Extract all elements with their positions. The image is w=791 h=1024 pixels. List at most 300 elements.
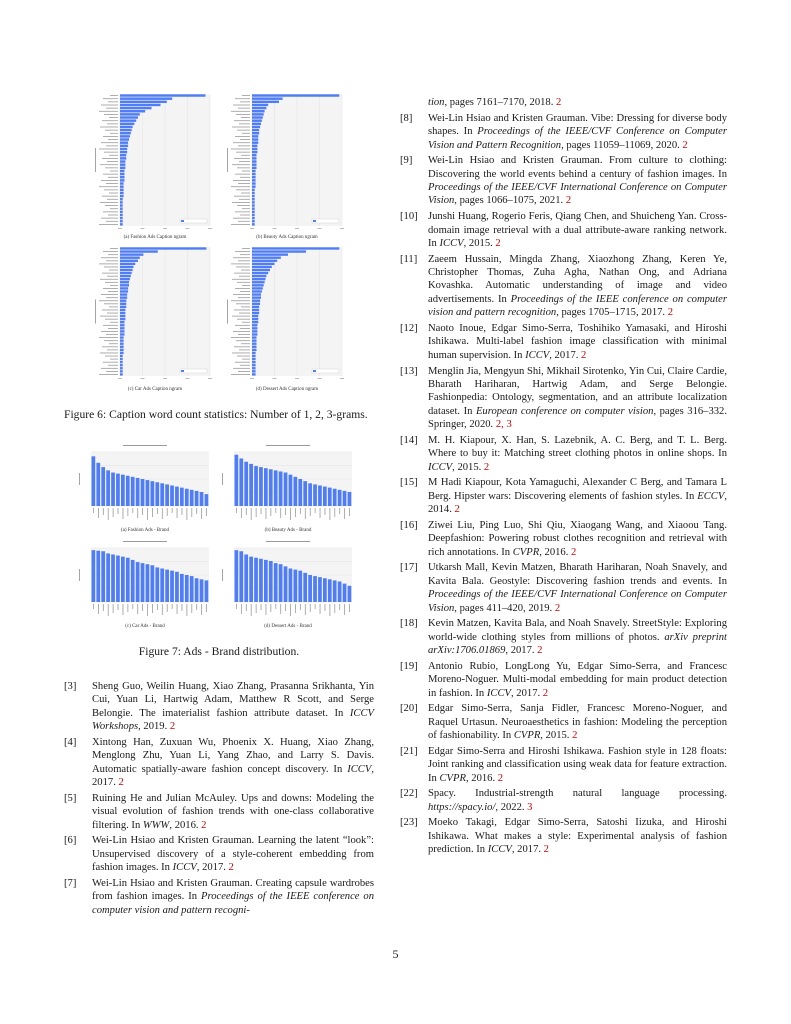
citation-link[interactable]: 2: [497, 772, 504, 784]
reference-number: [21]: [400, 745, 418, 757]
category-label: [206, 604, 207, 612]
bar: [252, 278, 266, 280]
category-label: [123, 508, 124, 519]
bar: [120, 97, 172, 99]
category-label: [236, 267, 250, 268]
reference-number: [20]: [400, 703, 418, 715]
bar-chart-dessert-brand: [218, 538, 358, 624]
bar-chart-fashion-brand: [75, 442, 215, 528]
bar: [252, 195, 255, 197]
category-label: [172, 508, 173, 513]
category-label: [290, 508, 291, 520]
bar: [235, 455, 239, 506]
category-label: [280, 508, 281, 518]
category-label: [325, 604, 326, 611]
bar: [120, 260, 138, 262]
reference-number: [22]: [400, 788, 418, 800]
bar: [252, 141, 258, 143]
citation-link[interactable]: 2: [543, 844, 549, 856]
bar: [252, 343, 257, 345]
reference-text: Ziwei Liu, Ping Luo, Shi Qiu, Xiaogang Wang, and Xiaoou Tang. Deepfashion: Powering robust clothes recognition and retrieval with rich annotations. In CVPR, 2016. 2: [428, 519, 727, 558]
category-label: [246, 508, 247, 515]
category-label: [191, 508, 192, 517]
category-label: [242, 171, 250, 172]
category-label: [232, 202, 250, 203]
bar: [252, 211, 255, 213]
category-label: [99, 186, 118, 187]
category-label: [109, 193, 118, 194]
citation-link[interactable]: 2: [556, 97, 562, 108]
category-label: [234, 273, 250, 274]
category-label: [233, 331, 250, 332]
category-label: [100, 353, 118, 354]
category-label: [241, 343, 250, 344]
axis-label: [227, 300, 228, 324]
category-label: [233, 368, 250, 369]
bar: [239, 458, 243, 506]
bar: [120, 349, 124, 351]
citation-link[interactable]: 2: [667, 307, 674, 319]
category-label: [237, 282, 250, 283]
bar: [252, 201, 255, 203]
category-label: [107, 199, 118, 200]
category-label: [236, 604, 237, 609]
category-label: [235, 288, 250, 289]
bar: [116, 474, 120, 506]
category-label: [242, 285, 250, 286]
bar: [244, 462, 248, 506]
citation-link[interactable]: 2: [571, 546, 577, 558]
bar: [120, 160, 125, 162]
bar: [252, 355, 256, 357]
bar: [120, 321, 125, 323]
bar: [252, 247, 339, 249]
bar: [96, 551, 100, 602]
bar: [348, 492, 352, 506]
citation-link[interactable]: 2: [201, 819, 207, 831]
category-label: [103, 136, 118, 137]
category-label: [106, 260, 118, 261]
bar: [96, 463, 100, 506]
category-label: [103, 98, 118, 99]
category-label: [240, 365, 250, 366]
reference-entry: [400, 322, 727, 362]
category-label: [167, 508, 168, 516]
citation-link[interactable]: 3: [527, 801, 533, 813]
subfigure-caption: (d) Dessert Ads Caption ngram: [255, 387, 319, 392]
category-label: [237, 167, 250, 168]
category-label: [137, 604, 138, 614]
bar: [252, 207, 255, 209]
citation-link[interactable]: 2: [537, 645, 543, 657]
bar: [120, 346, 124, 348]
category-label: [106, 145, 118, 146]
category-label: [182, 508, 183, 515]
category-label: [232, 353, 250, 354]
category-label: [238, 108, 250, 109]
category-label: [108, 254, 118, 255]
citation-link[interactable]: 2: [228, 862, 234, 874]
category-label: [251, 604, 252, 616]
bar: [252, 192, 255, 194]
bar: [252, 173, 256, 175]
category-label: [300, 508, 301, 514]
category-label: [109, 270, 118, 271]
bar: [252, 275, 266, 277]
bar: [120, 182, 124, 184]
category-label: [241, 193, 250, 194]
bar: [116, 556, 120, 602]
category-label: [305, 604, 306, 615]
category-label: [172, 604, 173, 609]
bar: [348, 586, 352, 602]
category-label: [100, 127, 118, 128]
bar: [252, 148, 257, 150]
citation-link[interactable]: 2: [542, 687, 549, 699]
category-label: [241, 306, 250, 307]
bar: [195, 578, 199, 602]
category-label: [239, 313, 250, 314]
bar: [106, 470, 110, 506]
category-label: [107, 313, 118, 314]
category-label: [239, 123, 250, 124]
bar: [155, 567, 159, 602]
bar: [343, 491, 347, 506]
bar: [146, 480, 150, 506]
bar: [120, 101, 167, 103]
reference-entry: [400, 112, 727, 152]
reference-number: [13]: [400, 365, 418, 377]
category-label: [157, 508, 158, 514]
category-label: [236, 152, 250, 153]
reference-number: [3]: [64, 681, 77, 692]
category-label: [132, 508, 133, 513]
bar: [120, 296, 127, 298]
bar: [120, 306, 126, 308]
category-label: [235, 98, 250, 99]
category-label: [101, 294, 118, 295]
category-label: [101, 368, 118, 369]
category-label: [236, 340, 250, 341]
bar: [170, 571, 174, 602]
bar: [120, 367, 123, 369]
category-label: [102, 158, 118, 159]
reference-text: Wei-Lin Hsiao and Kristen Grauman. From culture to clothing: Discovering the world events behind a century of fashion images. In Proceedings of the IEEE/CVF International Conference on Computer Vision, pages 1066–1075, 2021. 2: [428, 155, 727, 207]
bar: [180, 574, 184, 602]
category-label: [108, 291, 118, 292]
category-label: [236, 189, 250, 190]
reference-entry: [400, 253, 727, 320]
category-label: [241, 270, 250, 271]
category-label: [104, 267, 118, 268]
bar: [252, 204, 255, 206]
category-label: [108, 328, 118, 329]
category-label: [106, 108, 118, 109]
citation-link[interactable]: 2: [565, 195, 572, 207]
category-label: [240, 177, 250, 178]
category-label: [310, 508, 311, 516]
bar: [120, 333, 125, 335]
category-label: [132, 604, 133, 609]
bar: [160, 569, 164, 602]
citation-link[interactable]: 2: [483, 461, 490, 473]
category-label: [242, 95, 250, 96]
bar: [308, 483, 312, 506]
category-label: [285, 508, 286, 515]
category-label: [102, 310, 118, 311]
bar: [252, 217, 255, 219]
citation-link[interactable]: 2: [554, 602, 561, 614]
category-label: [235, 174, 250, 175]
bar: [252, 123, 261, 125]
chart-panel: [90, 243, 220, 393]
category-label: [109, 343, 118, 344]
bar: [120, 113, 140, 115]
category-label: [233, 105, 250, 106]
category-label: [275, 604, 276, 609]
bar: [120, 151, 127, 153]
bar: [308, 575, 312, 602]
category-label: [109, 306, 118, 307]
citation-link[interactable]: 2: [682, 139, 688, 151]
bar: [120, 284, 129, 286]
category-label: [191, 604, 192, 613]
category-label: [285, 604, 286, 611]
category-label: [334, 508, 335, 517]
category-label: [246, 604, 247, 611]
bar: [120, 189, 124, 191]
reference-number: [5]: [64, 792, 77, 804]
category-label: [100, 202, 118, 203]
reference-text: Antonio Rubio, LongLong Yu, Edgar Simo-Serra, and Francesc Moreno-Noguer. Multi-modal embedding for main product detection in fashion. In ICCV, 2017. 2: [428, 660, 727, 699]
category-label: [280, 604, 281, 614]
bar: [185, 489, 189, 506]
bar: [101, 467, 105, 506]
category-label: [103, 174, 118, 175]
category-label: [236, 508, 237, 513]
category-label: [233, 142, 250, 143]
bar: [252, 160, 257, 162]
bar: [328, 579, 332, 602]
bar: [252, 119, 262, 121]
citation-link[interactable]: 2: [118, 777, 124, 789]
bar: [252, 157, 257, 159]
category-label: [295, 604, 296, 613]
reference-text: Ruining He and Julian McAuley. Ups and downs: Modeling the visual evolution of fashion trends with one-class collaborative filtering. In WWW, 2016. 2: [92, 792, 374, 831]
bar: [294, 570, 298, 602]
bar: [120, 195, 124, 197]
category-label: [147, 604, 148, 616]
category-label: [256, 604, 257, 613]
bar: [165, 570, 169, 602]
category-label: [196, 508, 197, 514]
citation-link[interactable]: 2: [495, 237, 501, 249]
category-label: [107, 123, 118, 124]
bar: [259, 559, 263, 602]
bar: [249, 557, 253, 602]
bar: [323, 578, 327, 602]
bar: [252, 170, 256, 172]
category-label: [234, 346, 250, 347]
bar: [252, 253, 288, 255]
bar: [259, 467, 263, 506]
chart-panel: [75, 442, 215, 538]
bar: [120, 312, 125, 314]
bar: [252, 163, 257, 165]
category-label: [108, 101, 118, 102]
category-label: [101, 218, 118, 219]
bar: [175, 572, 179, 602]
category-label: [261, 604, 262, 610]
bar: [298, 571, 302, 602]
reference-entry: [64, 877, 374, 917]
category-label: [235, 136, 250, 137]
reference-entry: [400, 476, 727, 516]
category-label: [237, 130, 250, 131]
bar: [120, 361, 123, 363]
bar: [252, 167, 257, 169]
bar: [205, 580, 209, 602]
category-label: [110, 171, 118, 172]
chart-panel: [90, 90, 220, 240]
citation-link[interactable]: 2: [581, 349, 587, 361]
citation-link[interactable]: 2: [454, 504, 460, 516]
bar: [131, 477, 135, 506]
category-label: [234, 310, 250, 311]
bar: [252, 198, 255, 200]
bar: [252, 126, 260, 128]
reference-entry: [400, 96, 727, 109]
bar: [252, 330, 257, 332]
category-label: [240, 215, 250, 216]
reference-entry: [400, 816, 727, 856]
bar: [141, 563, 145, 602]
reference-entry: [64, 736, 374, 790]
category-label: [310, 604, 311, 612]
category-label: [106, 221, 118, 222]
bar: [120, 336, 124, 338]
category-label: [235, 251, 250, 252]
reference-number: [23]: [400, 817, 418, 829]
category-label: [201, 604, 202, 615]
category-label: [231, 111, 250, 112]
reference-text: Wei-Lin Hsiao and Kristen Grauman. Learning the latent “look”: Unsupervised discovery of a style-coherent embedding from fashion images. In ICCV, 2017. 2: [92, 835, 374, 874]
bar: [120, 154, 126, 156]
category-label: [266, 508, 267, 519]
bar: [252, 373, 256, 375]
category-label: [329, 508, 330, 520]
category-label: [237, 205, 250, 206]
bar: [252, 324, 257, 326]
bar: [111, 554, 115, 602]
bar: [120, 119, 136, 121]
bar: [294, 477, 298, 506]
bar: [338, 581, 342, 602]
reference-number: [7]: [64, 877, 77, 889]
bar: [120, 309, 125, 311]
category-label: [100, 164, 118, 165]
category-label: [236, 303, 250, 304]
category-label: [237, 356, 250, 357]
category-label: [100, 316, 118, 317]
category-label: [261, 508, 262, 514]
category-label: [339, 604, 340, 610]
bar: [120, 263, 135, 265]
citation-link[interactable]: 2: [572, 730, 578, 742]
bar: [274, 470, 278, 506]
bar: [120, 176, 125, 178]
bar: [120, 185, 124, 187]
bar: [252, 154, 257, 156]
category-label: [109, 155, 118, 156]
bar: [249, 464, 253, 506]
bar: [120, 247, 206, 249]
bar: [252, 293, 261, 295]
bar: [252, 266, 272, 268]
bar: [120, 107, 152, 109]
reference-text: Spacy. Industrial-strength natural language processing. https://spacy.io/, 2022. 3: [428, 788, 727, 813]
bar: [120, 330, 125, 332]
reference-text: Utkarsh Mall, Kevin Matzen, Bharath Hariharan, Noah Snavely, and Kavita Bala. Geostyle: Discovering fashion trends and events. In Proceedings of the IEEE/CVF International Conference on Computer Vision, pages 411–420, 2019. 2: [428, 562, 727, 614]
bar: [120, 201, 123, 203]
category-label: [320, 604, 321, 614]
category-label: [101, 331, 118, 332]
category-label: [196, 604, 197, 610]
reference-number: [8]: [400, 112, 413, 124]
bar: [252, 250, 306, 252]
bar: [120, 135, 130, 137]
bar: [284, 473, 288, 506]
bar: [252, 101, 279, 103]
reference-text: tion, pages 7161–7170, 2018. 2: [428, 97, 562, 108]
category-label: [344, 604, 345, 615]
category-label: [127, 604, 128, 612]
category-label: [231, 263, 250, 264]
category-label: [339, 508, 340, 514]
bar: [120, 170, 125, 172]
reference-text: Kevin Matzen, Kavita Bala, and Noah Snavely. StreetStyle: Exploring world-wide clothing styles from millions of photos. arXiv preprint arXiv:1706.01869, 2017. 2: [428, 618, 727, 657]
category-label: [232, 127, 250, 128]
bar: [252, 176, 256, 178]
bar: [252, 151, 257, 153]
bar: [120, 250, 158, 252]
bar: [252, 352, 256, 354]
category-label: [110, 248, 118, 249]
category-label: [242, 133, 250, 134]
bar: [120, 352, 124, 354]
bar: [120, 129, 132, 131]
bar: [120, 157, 126, 159]
category-label: [231, 300, 250, 301]
citation-link[interactable]: 2, 3: [495, 419, 512, 431]
subfigure-caption: (c) Car Ads - Brand: [125, 624, 165, 629]
reference-text: Menglin Jia, Mengyun Shi, Mikhail Sirotenko, Yin Cui, Claire Cardie, Bharath Hariharan, Hartwig Adam, and Serge Belongie. Fashionpedia: Ontology, segmentation, and an attribute localization dataset. In European conference on computer vision, pages 316–332. Springer, 2020. 2, 3: [428, 365, 728, 431]
category-label: [105, 167, 118, 168]
category-label: [290, 604, 291, 616]
category-label: [93, 508, 94, 513]
category-label: [106, 334, 118, 335]
bar: [120, 318, 125, 320]
citation-link[interactable]: 2: [169, 721, 176, 733]
reference-text: M Hadi Kiapour, Kota Yamaguchi, Alexander C Berg, and Tamara L Berg. Hipster wars: Discovering elements of fashion styles. In ECCV, 2014. 2: [428, 477, 727, 516]
bar: [120, 339, 124, 341]
bar: [170, 485, 174, 506]
category-label: [107, 161, 118, 162]
bar: [252, 290, 262, 292]
category-label: [270, 508, 271, 516]
bar: [120, 364, 123, 366]
category-label: [238, 145, 250, 146]
